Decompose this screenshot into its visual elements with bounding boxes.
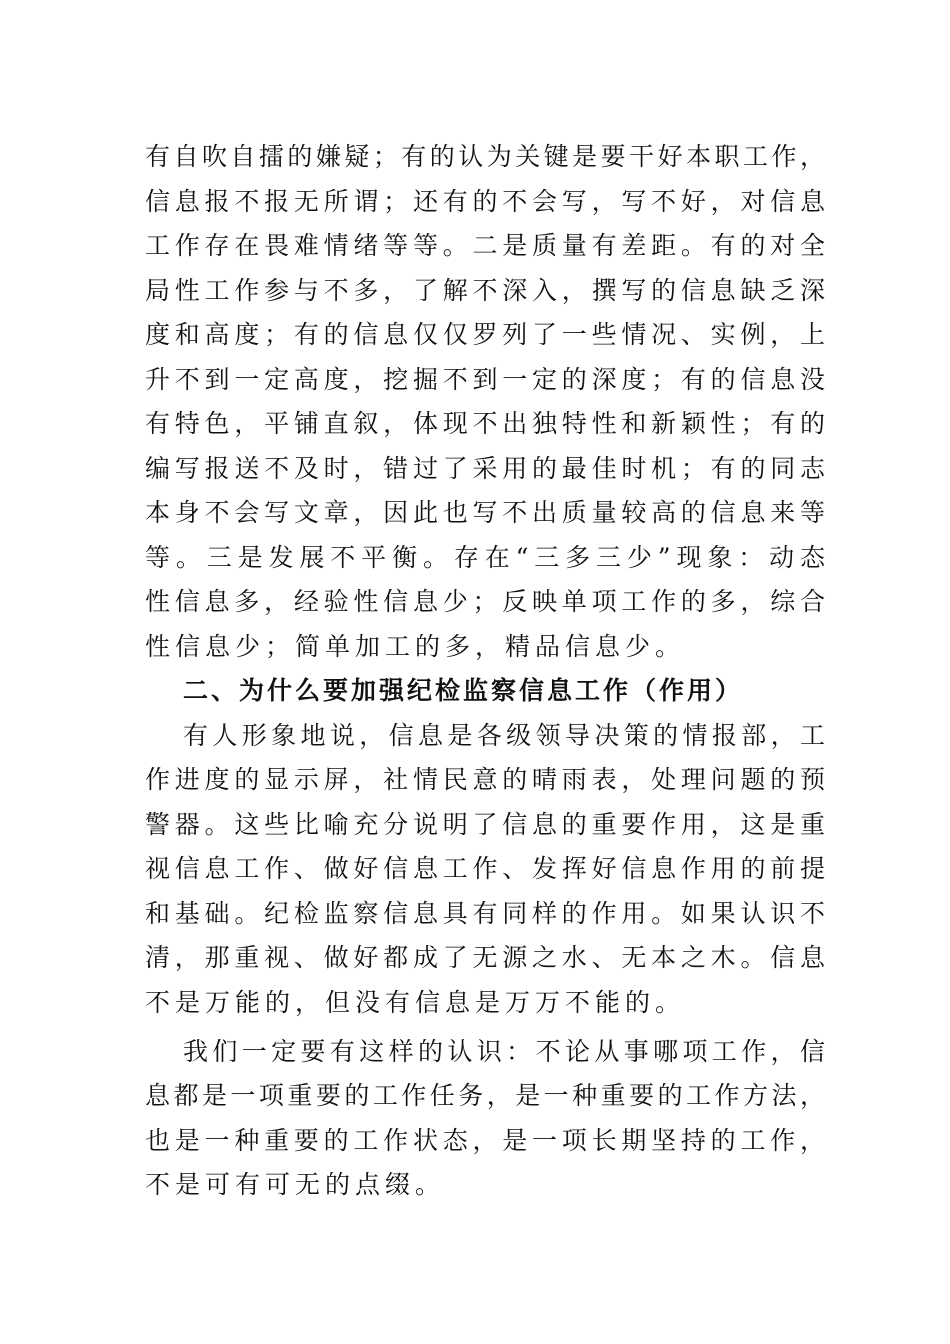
- text-line: 警器。这些比喻充分说明了信息的重要作用，这是重: [145, 810, 825, 839]
- text-line: 视信息工作、做好信息工作、发挥好信息作用的前提: [145, 854, 825, 883]
- text-line: 也是一种重要的工作状态，是一项长期坚持的工作，: [145, 1126, 825, 1155]
- text-line: 有自吹自擂的嫌疑；有的认为关键是要干好本职工作，: [145, 142, 825, 171]
- text-line: 升不到一定高度，挖掘不到一定的深度；有的信息没: [145, 365, 825, 394]
- paragraph-first-line: 我们一定要有这样的认识：不论从事哪项工作，信: [183, 1037, 825, 1066]
- text-line: 性信息少；简单加工的多，精品信息少。: [145, 632, 686, 661]
- paragraph-first-line: 有人形象地说，信息是各级领导决策的情报部，工: [183, 721, 825, 750]
- section-heading: 二、为什么要加强纪检监察信息工作（作用）: [183, 676, 744, 705]
- text-line: 作进度的显示屏，社情民意的晴雨表，处理问题的预: [145, 765, 825, 794]
- text-line: 息都是一项重要的工作任务，是一种重要的工作方法，: [145, 1081, 825, 1110]
- text-line: 和基础。纪检监察信息具有同样的作用。如果认识不: [145, 899, 825, 928]
- text-line: 局性工作参与不多，了解不深入，撰写的信息缺乏深: [145, 276, 825, 305]
- text-line: 等。三是发展不平衡。存在“三多三少”现象：动态: [145, 543, 825, 572]
- text-line: 不是可有可无的点缀。: [145, 1170, 446, 1199]
- text-line: 不是万能的，但没有信息是万万不能的。: [145, 988, 686, 1017]
- text-line: 清，那重视、做好都成了无源之水、无本之木。信息: [145, 943, 825, 972]
- text-line: 本身不会写文章，因此也写不出质量较高的信息来等: [145, 498, 825, 527]
- text-line: 编写报送不及时，错过了采用的最佳时机；有的同志: [145, 454, 825, 483]
- text-line: 信息报不报无所谓；还有的不会写，写不好，对信息: [145, 187, 825, 216]
- text-line: 度和高度；有的信息仅仅罗列了一些情况、实例，上: [145, 320, 825, 349]
- text-line: 有特色，平铺直叙，体现不出独特性和新颖性；有的: [145, 409, 825, 438]
- text-line: 工作存在畏难情绪等等。二是质量有差距。有的对全: [145, 231, 825, 260]
- text-line: 性信息多，经验性信息少；反映单项工作的多，综合: [145, 587, 825, 616]
